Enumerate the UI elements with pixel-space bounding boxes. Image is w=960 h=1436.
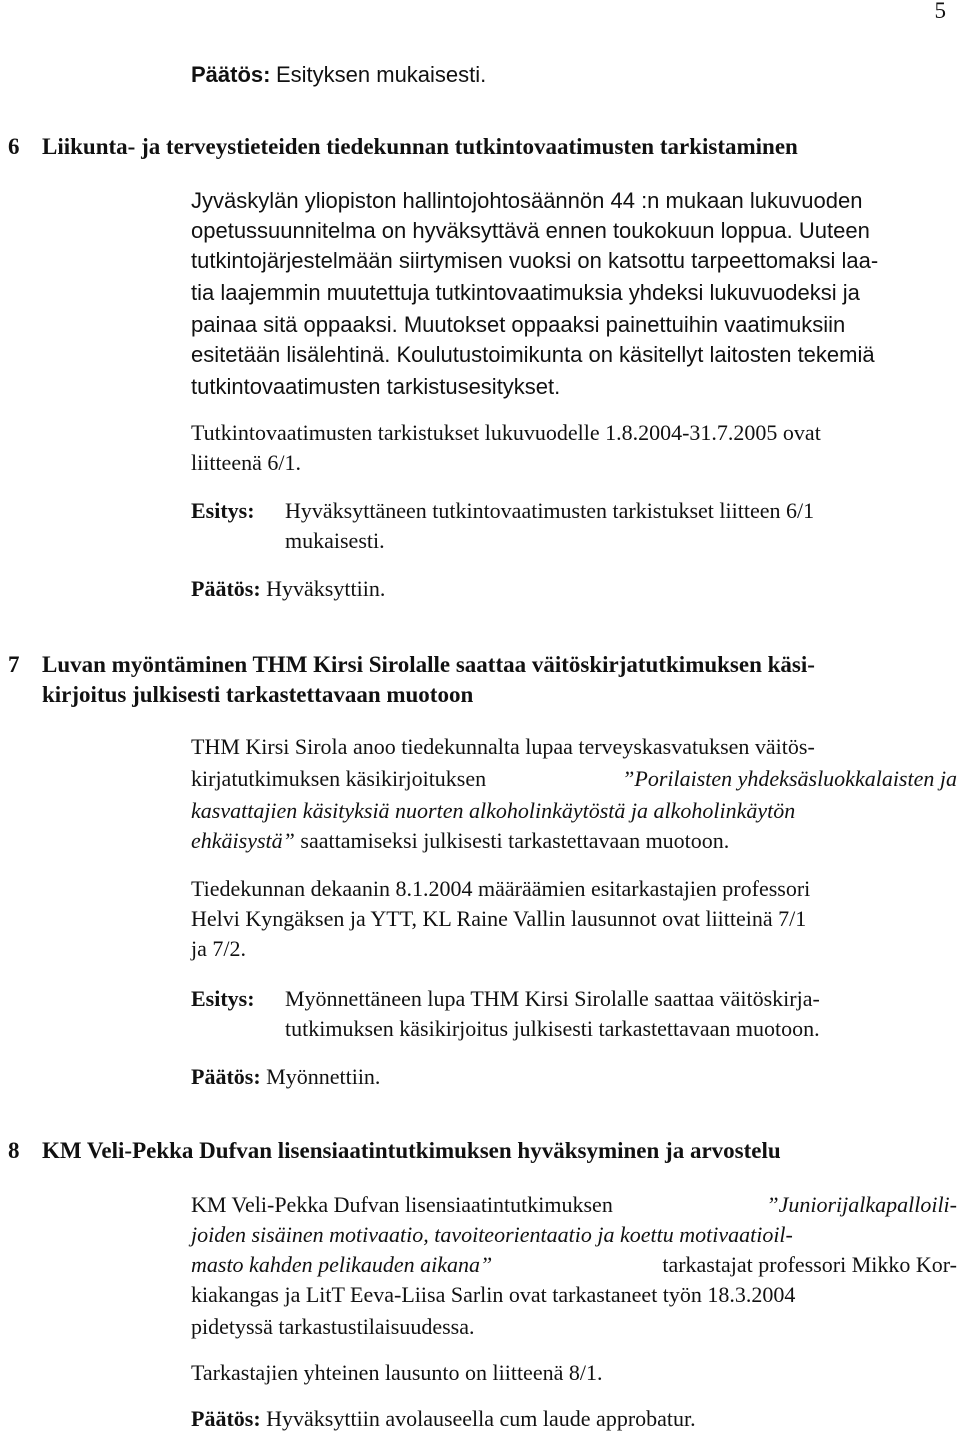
info-line: ja 7/2. [191,936,246,961]
body-line: tutkintovaatimusten tarkistusesitykset. [191,374,561,399]
section-number: 6 [8,134,20,159]
thesis-title: ”Juniorijalkapalloili- [766,1192,957,1217]
thesis-title: ehkäisystä” [191,828,295,853]
body-line [191,826,729,856]
section-title: Liikunta- ja terveystieteiden tiedekunnan tutkintovaatimusten tarkistaminen [42,134,798,159]
decision-text: Hyväksyttiin. [266,576,386,601]
body-line: painaa sitä oppaaksi. Muutokset oppaaksi painettuihin vaatimuksiin [191,312,846,337]
body-text: tarkastajat professori Mikko Kor- [662,1252,957,1277]
body-line [191,764,957,794]
proposal-text: Myönnettäneen lupa THM Kirsi Sirolalle saattaa väitöskirja- [285,986,820,1011]
decision-label: Päätös: [191,1406,261,1431]
body-line: Jyväskylän yliopiston hallintojohtosäännön 44 :n mukaan lukuvuoden [191,188,863,213]
thesis-title: kasvattajien käsityksiä nuorten alkoholinkäytöstä ja alkoholinkäytön [191,798,796,823]
body-line [191,796,957,826]
proposal-text: mukaisesti. [285,528,385,553]
statement-line: Tarkastajien yhteinen lausunto on liitteenä 8/1. [191,1360,603,1385]
section-title: KM Veli-Pekka Dufvan lisensiaatintutkimuksen hyväksyminen ja arvostelu [42,1138,781,1163]
thesis-title: masto kahden pelikauden aikana” [191,1252,493,1277]
decision-line [191,574,385,604]
body-line: kiakangas ja LitT Eeva-Liisa Sarlin ovat tarkastaneet työn 18.3.2004 [191,1282,796,1307]
decision-text: Myönnettiin. [266,1064,381,1089]
decision-text: Hyväksyttiin avolauseella cum laude approbatur. [266,1406,696,1431]
page-number: 5 [934,0,946,23]
proposal-label: Esitys: [191,986,255,1011]
section-title: Luvan myöntäminen THM Kirsi Sirolalle saattaa väitöskirjatutkimuksen käsi- [42,652,815,677]
section-number: 7 [8,652,20,677]
body-line [191,1250,957,1280]
decision-label: Päätös: [191,576,261,601]
proposal-label: Esitys: [191,498,255,523]
body-line [191,1220,957,1250]
decision-label: Päätös: [191,62,271,87]
body-line: tia laajemmin muutettuja tutkintovaatimuksia yhdeksi lukuvuodeksi ja [191,280,860,305]
decision-label: Päätös: [191,1064,261,1089]
decision-text: Esityksen mukaisesti. [275,62,487,87]
info-line: Tutkintovaatimusten tarkistukset lukuvuodelle 1.8.2004-31.7.2005 ovat [191,420,821,445]
thesis-title: ”Porilaisten yhdeksäsluokkalaisten ja [622,766,957,791]
proposal-text: Hyväksyttäneen tutkintovaatimusten tarkistukset liitteen 6/1 [285,498,815,523]
body-text: KM Veli-Pekka Dufvan lisensiaatintutkimuksen [191,1192,613,1217]
info-line: Tiedekunnan dekaanin 8.1.2004 määräämien esitarkastajien professori [191,876,811,901]
section-title: kirjoitus julkisesti tarkastettavaan muotoon [42,682,474,707]
body-line: opetussuunnitelma on hyväksyttävä ennen toukokuun loppua. Uuteen [191,218,870,243]
proposal-text: tutkimuksen käsikirjoitus julkisesti tarkastettavaan muotoon. [285,1016,820,1041]
body-line: tutkintojärjestelmään siirtymisen vuoksi on katsottu tarpeettomaksi laa- [191,248,879,273]
section-number: 8 [8,1138,20,1163]
decision-line [191,60,486,90]
body-line: THM Kirsi Sirola anoo tiedekunnalta lupaa terveyskasvatuksen väitös- [191,734,815,759]
thesis-title: joiden sisäinen motivaatio, tavoiteorientaatio ja koettu motivaatioil- [191,1222,793,1247]
body-text: kirjatutkimuksen käsikirjoituksen [191,766,487,791]
body-line: esitetään lisälehtinä. Koulutustoimikunta on käsitellyt laitosten tekemiä [191,342,875,367]
decision-line [191,1062,380,1092]
decision-line [191,1404,696,1434]
info-line: liitteenä 6/1. [191,450,301,475]
body-line [191,1190,957,1220]
info-line: Helvi Kyngäksen ja YTT, KL Raine Vallin lausunnot ovat liitteinä 7/1 [191,906,807,931]
body-line: pidetyssä tarkastustilaisuudessa. [191,1314,475,1339]
body-text: saattamiseksi julkisesti tarkastettavaan muotoon. [300,828,730,853]
